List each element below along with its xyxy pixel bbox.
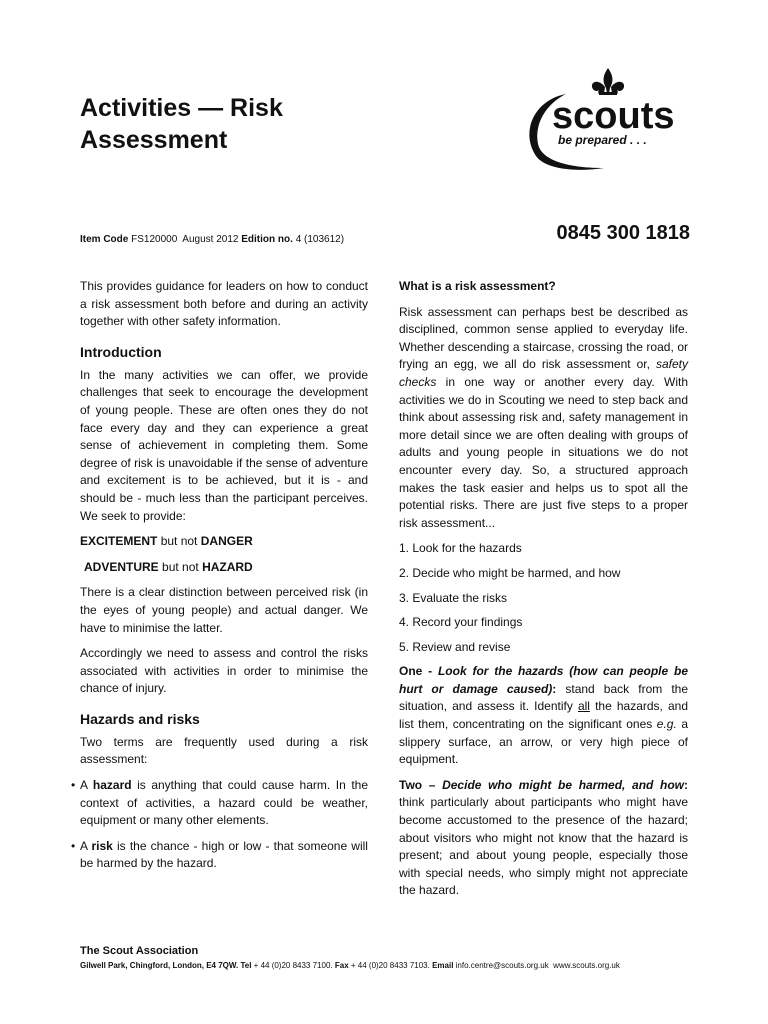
all-word: all — [577, 699, 590, 714]
step-item: 1. Look for the hazards — [399, 541, 522, 556]
email-link[interactable]: info.centre@scouts.org.uk — [455, 961, 549, 970]
intro-paragraph: This provides guidance for leaders on how to conduct a risk assessment both before and during an activity together with other safety information. — [80, 279, 368, 329]
step-one-text: the hazards, and list them, concentrating on the significant ones — [399, 699, 688, 732]
steps-list — [399, 540, 688, 656]
hazards-intro: Two terms are frequently used during a risk assessment: — [80, 734, 368, 767]
footer-organisation: The Scout Association — [80, 945, 199, 957]
bullet-text: is anything that could cause harm. In the context of activities, a hazard could be weather, equipment or many other elements. — [80, 778, 368, 828]
step-two-label: Two – — [399, 777, 436, 792]
step-item: 4. Record your findings — [399, 615, 523, 630]
bullet-text: A — [80, 838, 88, 853]
introduction-heading: Introduction — [80, 343, 162, 360]
adventure-line — [80, 559, 368, 577]
fax-number: + 44 (0)20 8433 7103. — [350, 961, 430, 970]
but-not-text: but not — [162, 559, 199, 574]
hazard-term: hazard — [92, 778, 132, 793]
colon: : — [552, 681, 557, 696]
title-line-2: Assessment — [80, 126, 228, 154]
step-two-text: think particularly about participants who might have become accustomed to the presence of the hazard; about visitors who might not know that the hazard is present; and about young people, especially those with special needs, who simply might not appreciate the hazard. — [399, 795, 688, 898]
edition-number: 4 (103612) — [295, 234, 345, 245]
item-code: FS120000 — [131, 234, 178, 245]
but-not-text: but not — [160, 534, 198, 549]
title-line-1: Activities — Risk — [80, 94, 283, 122]
email-label: Email — [432, 961, 454, 970]
accordingly-paragraph: Accordingly we need to assess and control the risks associated with activities in order to minimise the chance of injury. — [80, 646, 368, 696]
item-code-label: Item Code — [80, 234, 129, 245]
excitement-line — [80, 533, 368, 551]
step-item: 2. Decide who might be harmed, and how — [399, 565, 621, 580]
definitions-list — [71, 777, 368, 873]
step-one-paragraph — [399, 663, 688, 769]
logo-brand: scouts — [552, 95, 675, 137]
step-one-text: stand back from the situation, and assess it. Identify — [399, 681, 689, 714]
item-meta — [80, 234, 344, 245]
introduction-paragraph: In the many activities we can offer, we provide challenges that seek to encourage the development of young people. These are often ones they do not face every day and they can experience a great sense of achievement in completing them. Some degree of risk is unavoidable if the sense of adventure and excitement is to be achieved, but it is - and should be - much less than the participant perceives. We seek to provide: — [80, 367, 368, 523]
excitement-word: EXCITEMENT — [80, 534, 158, 549]
fleur-de-lis-icon — [592, 68, 624, 95]
tel-number: + 44 (0)20 8433 7100. — [253, 961, 333, 970]
step-one-label: One - — [399, 664, 433, 679]
adventure-word: ADVENTURE — [84, 559, 159, 574]
bullet-icon: • — [71, 778, 76, 793]
step-one-emphasis: Look for the hazards (how can people be hurt or damage caused) — [399, 664, 688, 696]
fax-label: Fax — [334, 961, 349, 970]
list-item — [71, 777, 368, 830]
eg-text: e.g. — [656, 717, 677, 732]
bullet-text: is the chance - high or low - that someone will be harmed by the hazard. — [80, 838, 368, 871]
left-column — [71, 278, 368, 881]
risk-term: risk — [91, 838, 113, 853]
safety-checks-text: safety checks — [399, 357, 688, 389]
what-heading: What is a risk assessment? — [399, 279, 556, 293]
colon: : — [684, 777, 688, 792]
item-date: August 2012 — [182, 234, 239, 245]
what-text: in one way or another every day. With activities we do in Scouting we need to step back and think about assessing risk and, safety management in more detail since we are often dealing with groups of adults and young people in situations we do not encounter every day. So, a structured approach makes the task easier and helps us to spot all the potential risks. There are just five steps to a proper risk assessment... — [399, 374, 688, 530]
website-link[interactable]: www.scouts.org.uk — [553, 961, 620, 970]
list-item — [71, 838, 368, 873]
right-column — [399, 278, 688, 908]
page-footer — [80, 945, 700, 970]
step-item: 5. Review and revise — [399, 639, 511, 654]
step-two-paragraph — [399, 777, 688, 900]
phone-number: 0845 300 1818 — [556, 222, 690, 244]
edition-label: Edition no. — [241, 234, 293, 245]
logo-tagline: be prepared . . . — [558, 133, 647, 147]
tel-label: Tel — [240, 961, 252, 970]
step-item: 3. Evaluate the risks — [399, 590, 508, 605]
what-text: Risk assessment can perhaps best be described as disciplined, common sense applied to everyday life. Whether descending a staircase, crossing the road, or frying an egg, we all do risk assessment or, — [399, 304, 688, 372]
hazard-word: HAZARD — [202, 559, 253, 574]
danger-word: DANGER — [200, 534, 253, 549]
hazards-heading: Hazards and risks — [80, 710, 200, 727]
page-title — [80, 92, 400, 156]
distinction-paragraph: There is a clear distinction between perceived risk (in the eyes of young people) and actual danger. We have to minimise the latter. — [80, 585, 368, 635]
footer-address: Gilwell Park, Chingford, London, E4 7QW. — [80, 961, 239, 970]
footer-contact — [80, 961, 700, 970]
bullet-icon: • — [71, 838, 76, 853]
bullet-text: A — [80, 778, 88, 793]
step-two-emphasis: Decide who might be harmed, and how — [442, 777, 684, 792]
scouts-logo — [522, 66, 694, 172]
step-one-text: a slippery surface, an arrow, or very high piece of equipment. — [399, 717, 689, 767]
what-paragraph — [399, 304, 688, 533]
